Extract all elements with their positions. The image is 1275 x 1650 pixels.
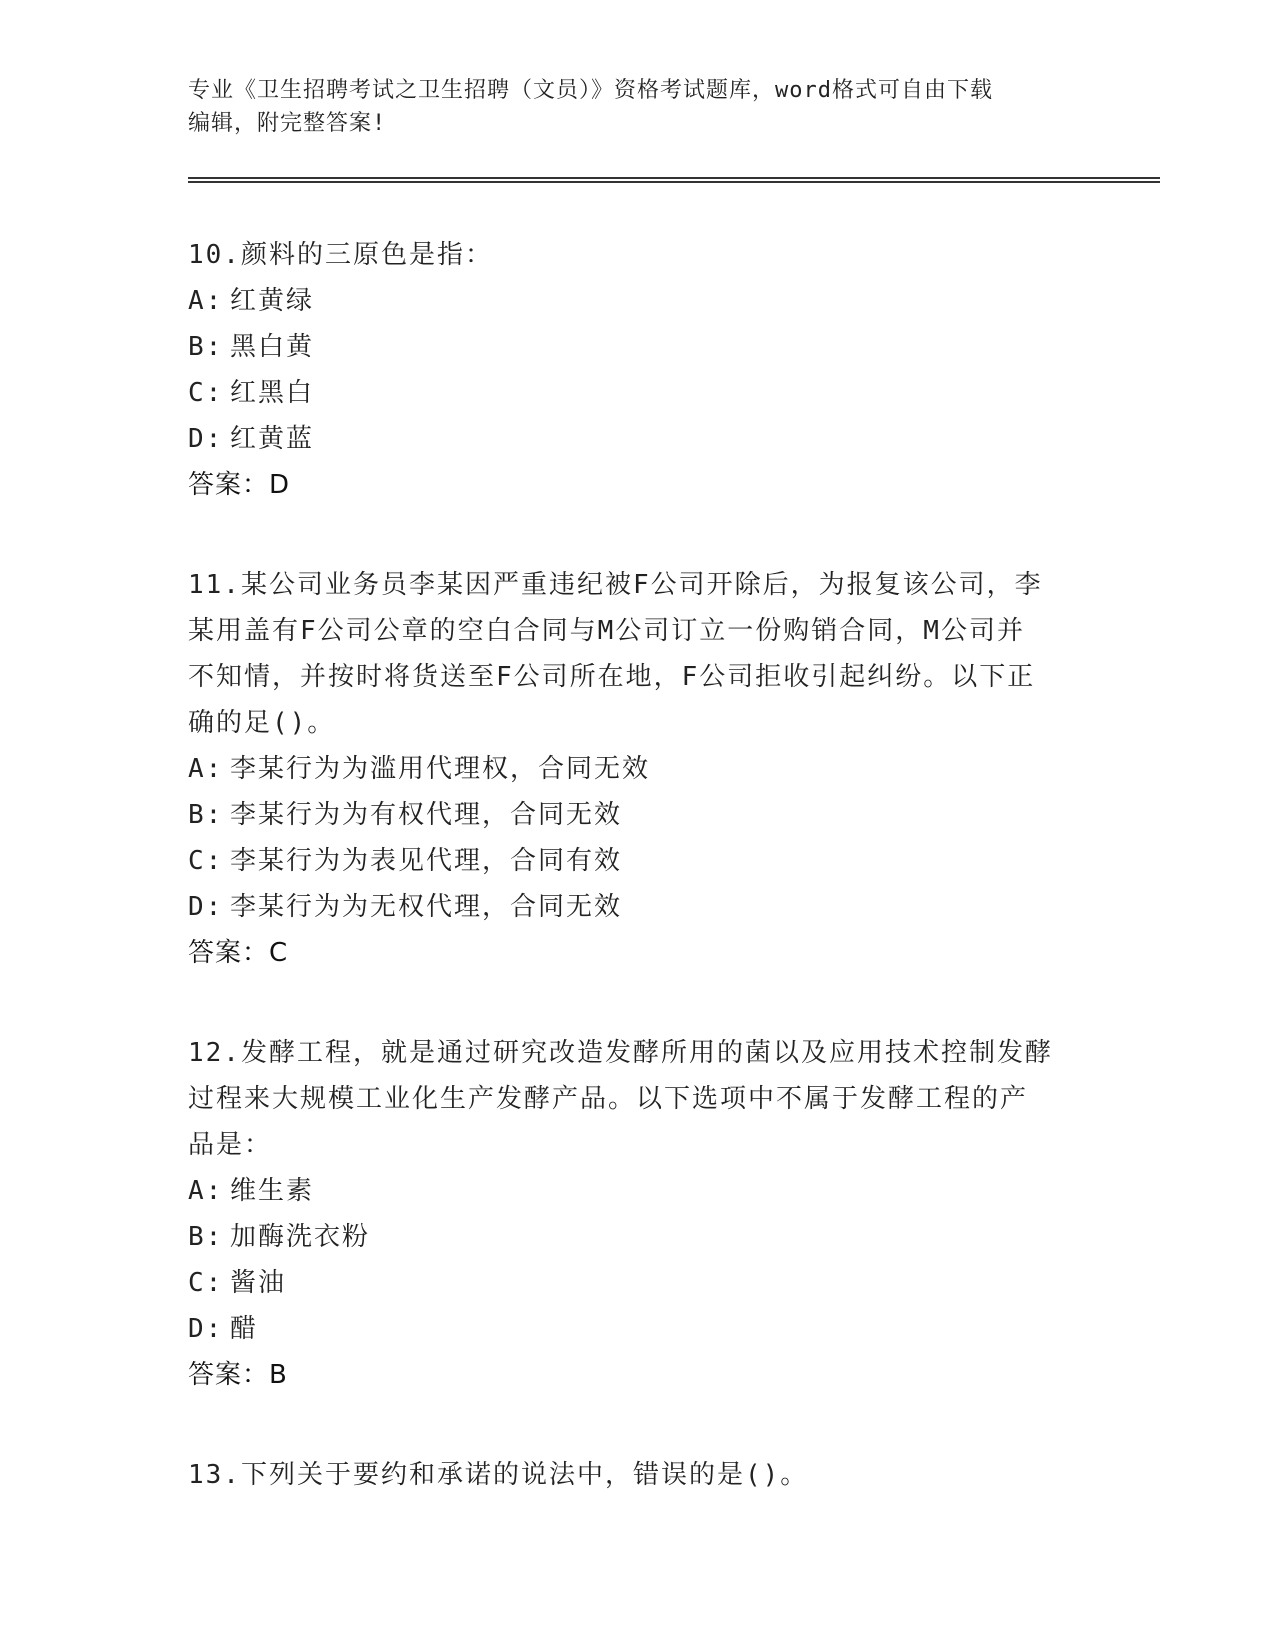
- option-letter: B:: [188, 1222, 224, 1252]
- question-list: [188, 232, 1088, 1552]
- option-b: [188, 324, 1088, 370]
- question-stem-line-3: 品是：: [188, 1130, 273, 1160]
- question-stem-line-2: 某用盖有F公司公章的空白合同与M公司订立一份购销合同，M公司并: [188, 616, 1025, 646]
- option-letter: A:: [188, 754, 224, 784]
- option-text: 加酶洗衣粉: [230, 1222, 371, 1252]
- option-b: [188, 1214, 1088, 1260]
- option-text: 红黄蓝: [230, 424, 315, 454]
- option-text: 维生素: [230, 1176, 315, 1206]
- question-10: [188, 232, 1088, 508]
- option-d: [188, 1306, 1088, 1352]
- option-text: 红黑白: [230, 378, 315, 408]
- option-letter: B:: [188, 800, 224, 830]
- option-letter: D:: [188, 1314, 224, 1344]
- answer: 答案：B: [188, 1360, 288, 1390]
- option-a: [188, 746, 1088, 792]
- option-letter: C:: [188, 378, 224, 408]
- question-stem: 13.下列关于要约和承诺的说法中，错误的是()。: [188, 1460, 809, 1490]
- option-text: 李某行为为表见代理，合同有效: [230, 846, 623, 876]
- question-11: [188, 562, 1088, 976]
- answer: 答案：D: [188, 470, 291, 500]
- option-letter: C:: [188, 1268, 224, 1298]
- option-text: 李某行为为有权代理，合同无效: [230, 800, 623, 830]
- question-stem-line-1: 11.某公司业务员李某因严重违纪被F公司开除后，为报复该公司，李: [188, 570, 1043, 600]
- option-c: [188, 370, 1088, 416]
- header-title-line-2: 编辑，附完整答案!: [188, 111, 387, 136]
- option-letter: C:: [188, 846, 224, 876]
- option-text: 红黄绿: [230, 286, 315, 316]
- option-letter: A:: [188, 286, 224, 316]
- question-stem-line-2: 过程来大规模工业化生产发酵产品。以下选项中不属于发酵工程的产: [188, 1084, 1029, 1114]
- question-stem-line-3: 不知情，并按时将货送至F公司所在地，F公司拒收引起纠纷。以下正: [188, 662, 1036, 692]
- option-text: 醋: [230, 1314, 259, 1344]
- option-letter: D:: [188, 424, 224, 454]
- option-text: 李某行为为无权代理，合同无效: [230, 892, 623, 922]
- option-d: [188, 416, 1088, 462]
- option-letter: B:: [188, 332, 224, 362]
- option-letter: D:: [188, 892, 224, 922]
- option-a: [188, 278, 1088, 324]
- question-stem-line-4: 确的足()。: [188, 708, 336, 738]
- option-b: [188, 792, 1088, 838]
- option-text: 酱油: [230, 1268, 287, 1298]
- option-c: [188, 838, 1088, 884]
- question-stem: 10.颜料的三原色是指：: [188, 240, 493, 270]
- option-d: [188, 884, 1088, 930]
- question-12: [188, 1030, 1088, 1398]
- answer: 答案：C: [188, 938, 289, 968]
- option-text: 李某行为为滥用代理权，合同无效: [230, 754, 651, 784]
- question-stem-line-1: 12.发酵工程，就是通过研究改造发酵所用的菌以及应用技术控制发酵: [188, 1038, 1053, 1068]
- option-a: [188, 1168, 1088, 1214]
- question-13: [188, 1452, 1088, 1498]
- header-title-line-1: 专业《卫生招聘考试之卫生招聘（文员）》资格考试题库，word格式可自由下载: [188, 78, 993, 103]
- option-c: [188, 1260, 1088, 1306]
- header-divider: [188, 177, 1160, 183]
- option-text: 黑白黄: [230, 332, 315, 362]
- option-letter: A:: [188, 1176, 224, 1206]
- document-header: [188, 74, 1068, 140]
